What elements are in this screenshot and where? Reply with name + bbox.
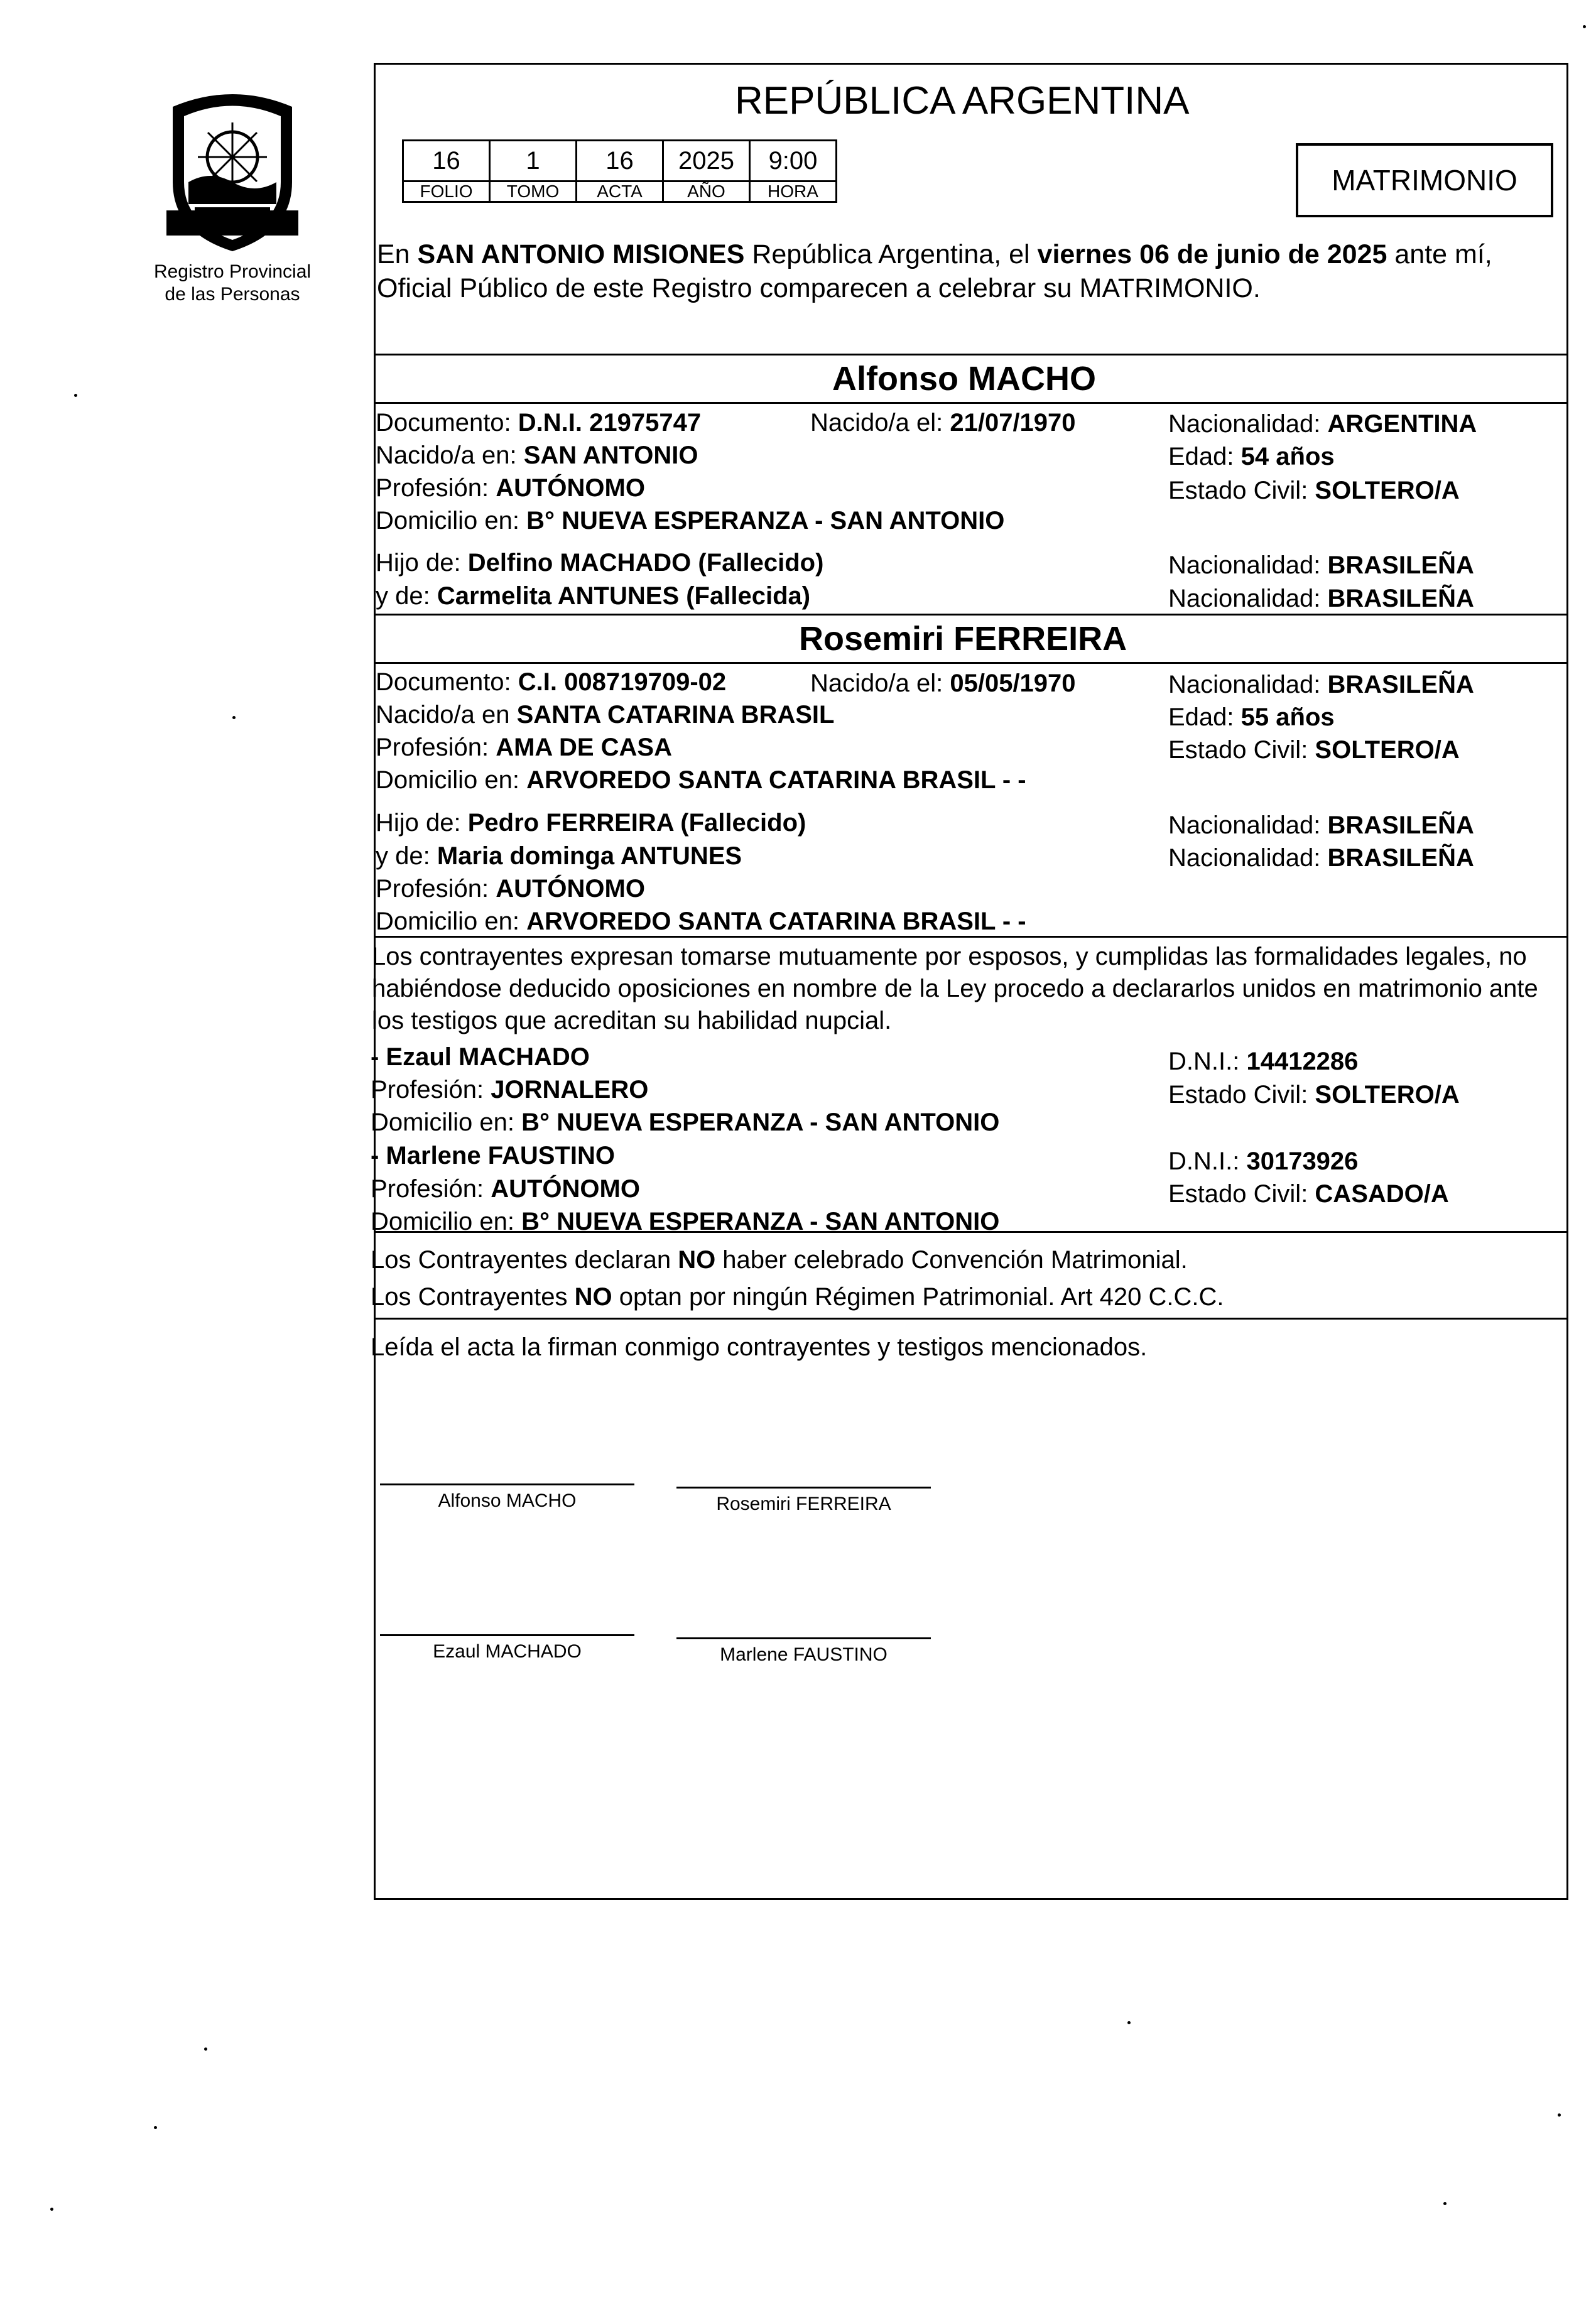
scan-speck xyxy=(1583,25,1586,28)
scan-speck xyxy=(1558,2113,1561,2117)
anio-value: 2025 xyxy=(663,141,750,182)
field-value: SOLTERO/A xyxy=(1315,1081,1460,1109)
intro-text: En xyxy=(377,239,418,269)
field-label: D.N.I.: xyxy=(1168,1147,1247,1175)
spouse2-civil-status xyxy=(1168,735,1460,764)
statement-text: Los Contrayentes declaran xyxy=(371,1246,678,1274)
spouse2-name: Rosemiri FERREIRA xyxy=(799,620,1127,658)
field-value: AUTÓNOMO xyxy=(491,1175,640,1203)
statement-text: Los Contrayentes xyxy=(371,1283,575,1311)
divider xyxy=(374,402,1568,404)
field-value: SANTA CATARINA BRASIL xyxy=(516,701,835,729)
signature-line xyxy=(676,1487,931,1489)
field-label: Domicilio en: xyxy=(376,908,527,935)
signature-label: Alfonso MACHO xyxy=(438,1490,577,1511)
field-value: Delfino MACHADO (Fallecido) xyxy=(467,549,824,577)
scan-speck xyxy=(1127,2021,1131,2024)
field-value: SOLTERO/A xyxy=(1315,477,1460,504)
spouse1-address xyxy=(376,506,1004,535)
field-value: C.I. 008719709-02 xyxy=(518,668,727,696)
tomo-value: 1 xyxy=(490,141,577,182)
regime-statement xyxy=(371,1283,1224,1311)
field-value: 54 años xyxy=(1240,443,1335,470)
field-value: AMA DE CASA xyxy=(496,734,672,761)
spouse1-civil-status xyxy=(1168,476,1460,505)
convention-statement xyxy=(371,1245,1188,1274)
spouse1-age xyxy=(1168,442,1335,471)
act-reference-table xyxy=(402,139,837,203)
field-label: Edad: xyxy=(1168,443,1241,470)
field-label: Nacido/a en: xyxy=(376,442,524,469)
scan-speck xyxy=(204,2047,207,2051)
scan-speck xyxy=(154,2126,157,2129)
divider xyxy=(374,354,1568,355)
witness2-name: - Marlene FAUSTINO xyxy=(371,1142,615,1169)
field-label: y de: xyxy=(376,842,437,870)
field-label: Estado Civil: xyxy=(1168,477,1315,504)
folio-label: FOLIO xyxy=(403,182,490,202)
intro-date: viernes 06 de junio de 2025 xyxy=(1037,239,1387,269)
field-label: Estado Civil: xyxy=(1168,736,1315,764)
signature-line xyxy=(676,1637,931,1639)
act-type-box: MATRIMONIO xyxy=(1296,143,1553,217)
spouse1-birthdate xyxy=(810,408,1076,437)
field-label: Domicilio en: xyxy=(371,1208,522,1235)
spouse2-address xyxy=(376,766,1026,795)
spouse1-father xyxy=(376,548,823,577)
witness1-civil-status xyxy=(1168,1080,1460,1109)
spouse2-mother xyxy=(376,842,742,870)
field-value: ARVOREDO SANTA CATARINA BRASIL - - xyxy=(526,908,1026,935)
field-label: Nacido/a en xyxy=(376,701,517,729)
field-label: Nacionalidad: xyxy=(1168,551,1328,579)
field-value: ARVOREDO SANTA CATARINA BRASIL - - xyxy=(526,766,1026,794)
field-value: 05/05/1970 xyxy=(950,670,1076,697)
spouse2-mother-nationality xyxy=(1168,843,1474,872)
signature-line xyxy=(380,1483,634,1485)
spouse1-document xyxy=(376,408,701,437)
anio-label: AÑO xyxy=(663,182,750,202)
scan-speck xyxy=(50,2208,53,2211)
field-value: Carmelita ANTUNES (Fallecida) xyxy=(437,582,811,610)
field-label: Hijo de: xyxy=(376,549,468,577)
witness2-profession xyxy=(371,1174,640,1203)
spouse2-profession xyxy=(376,733,672,762)
field-label: Nacionalidad: xyxy=(1168,410,1328,438)
declaration-line3: los testigos que acreditan su habilidad nupcial. xyxy=(372,1007,892,1034)
divider xyxy=(374,936,1568,938)
signature-line xyxy=(380,1634,634,1636)
field-label: Domicilio en: xyxy=(376,507,527,534)
field-value: JORNALERO xyxy=(491,1076,649,1104)
spouse1-nationality xyxy=(1168,409,1477,438)
witness2-civil-status xyxy=(1168,1180,1449,1208)
field-label: Profesión: xyxy=(371,1076,491,1104)
spouse2-birthplace xyxy=(376,700,834,729)
spouse1-father-nationality xyxy=(1168,551,1474,580)
scan-speck xyxy=(74,394,77,397)
field-label: Nacionalidad: xyxy=(1168,585,1328,612)
witness2-id xyxy=(1168,1147,1358,1176)
tomo-label: TOMO xyxy=(490,182,577,202)
field-value: SOLTERO/A xyxy=(1315,736,1460,764)
field-value: Maria dominga ANTUNES xyxy=(437,842,742,870)
field-value: 21/07/1970 xyxy=(950,409,1076,437)
field-label: y de: xyxy=(376,582,437,610)
intro-place: SAN ANTONIO MISIONES xyxy=(417,239,745,269)
spouse1-birthplace xyxy=(376,441,698,470)
field-value: AUTÓNOMO xyxy=(496,875,645,903)
field-value: AUTÓNOMO xyxy=(496,474,645,502)
field-value: 55 años xyxy=(1240,703,1335,731)
field-value: BRASILEÑA xyxy=(1327,585,1474,612)
field-value: B° NUEVA ESPERANZA - SAN ANTONIO xyxy=(521,1109,1000,1136)
field-value: BRASILEÑA xyxy=(1327,551,1474,579)
field-value: BRASILEÑA xyxy=(1327,811,1474,839)
field-label: Profesión: xyxy=(371,1175,491,1203)
witness2-address xyxy=(371,1207,999,1236)
field-label: Nacionalidad: xyxy=(1168,811,1328,839)
registry-caption-line1: Registro Provincial xyxy=(153,261,312,282)
spouse2-age xyxy=(1168,703,1335,732)
intro-line1 xyxy=(377,239,1492,270)
field-value: 30173926 xyxy=(1246,1147,1359,1175)
field-value: D.N.I. 21975747 xyxy=(518,409,702,437)
field-value: BRASILEÑA xyxy=(1327,671,1474,698)
field-label: Hijo de: xyxy=(376,809,468,837)
spouse2-father-nationality xyxy=(1168,811,1474,840)
hora-value: 9:00 xyxy=(750,141,837,182)
folio-value: 16 xyxy=(403,141,490,182)
field-value: ARGENTINA xyxy=(1327,410,1477,438)
signature-label: Rosemiri FERREIRA xyxy=(716,1494,891,1514)
statement-text: optan por ningún Régimen Patrimonial. Art 420 C.C.C. xyxy=(612,1283,1224,1311)
field-label: Nacido/a el: xyxy=(810,409,950,437)
statement-text: haber celebrado Convención Matrimonial. xyxy=(715,1246,1188,1274)
spouse1-mother xyxy=(376,582,810,610)
acta-value: 16 xyxy=(577,141,663,182)
spouse2-birthdate xyxy=(810,669,1076,698)
scan-speck xyxy=(1443,2202,1447,2205)
closing-statement: Leída el acta la firman conmigo contrayentes y testigos mencionados. xyxy=(371,1333,1148,1361)
field-value: CASADO/A xyxy=(1315,1180,1449,1208)
document-title: REPÚBLICA ARGENTINA xyxy=(735,79,1190,122)
statement-emphasis: NO xyxy=(574,1283,612,1311)
field-value: BRASILEÑA xyxy=(1327,844,1474,872)
province-seal xyxy=(160,88,305,254)
declaration-line2: habiéndose deducido oposiciones en nombre de la Ley procedo a declararlos unidos en matrimonio ante xyxy=(372,975,1538,1002)
field-label: Nacionalidad: xyxy=(1168,671,1328,698)
field-label: Documento: xyxy=(376,409,518,437)
spouse2-father xyxy=(376,808,806,837)
witness1-address xyxy=(371,1108,999,1137)
field-label: Domicilio en: xyxy=(371,1109,522,1136)
field-label: Edad: xyxy=(1168,703,1241,731)
signature-label: Marlene FAUSTINO xyxy=(720,1644,888,1665)
field-label: Nacionalidad: xyxy=(1168,844,1328,872)
hora-label: HORA xyxy=(750,182,837,202)
spouse1-mother-nationality xyxy=(1168,584,1474,613)
field-value: 14412286 xyxy=(1246,1048,1359,1075)
field-value: Pedro FERREIRA (Fallecido) xyxy=(467,809,806,837)
registry-caption-line2: de las Personas xyxy=(165,284,300,305)
acta-label: ACTA xyxy=(577,182,663,202)
spouse2-mother-profession xyxy=(376,874,645,903)
spouse2-mother-address xyxy=(376,907,1026,936)
field-label: Domicilio en: xyxy=(376,766,527,794)
witness1-id xyxy=(1168,1047,1358,1076)
scan-speck xyxy=(232,716,236,719)
divider xyxy=(374,614,1568,616)
divider xyxy=(374,1318,1568,1320)
field-label: Estado Civil: xyxy=(1168,1180,1315,1208)
field-label: Profesión: xyxy=(376,474,496,502)
field-label: D.N.I.: xyxy=(1168,1048,1247,1075)
field-value: SAN ANTONIO xyxy=(523,442,698,469)
witness1-profession xyxy=(371,1075,648,1104)
spouse2-document xyxy=(376,668,726,697)
spouse1-name: Alfonso MACHO xyxy=(832,360,1096,398)
spouse1-profession xyxy=(376,474,645,502)
field-value: B° NUEVA ESPERANZA - SAN ANTONIO xyxy=(521,1208,1000,1235)
registry-caption xyxy=(126,261,339,306)
field-label: Documento: xyxy=(376,668,518,696)
field-label: Nacido/a el: xyxy=(810,670,950,697)
field-label: Profesión: xyxy=(376,875,496,903)
signature-label: Ezaul MACHADO xyxy=(433,1641,582,1662)
intro-text: República Argentina, el xyxy=(744,239,1038,269)
declaration-line1: Los contrayentes expresan tomarse mutuamente por esposos, y cumplidas las formalidades legales, no xyxy=(372,943,1527,970)
field-value: B° NUEVA ESPERANZA - SAN ANTONIO xyxy=(526,507,1005,534)
witness1-name: - Ezaul MACHADO xyxy=(371,1043,590,1071)
spouse2-nationality xyxy=(1168,670,1474,699)
intro-line2: Oficial Público de este Registro comparecen a celebrar su MATRIMONIO. xyxy=(377,273,1261,303)
field-label: Estado Civil: xyxy=(1168,1081,1315,1109)
field-label: Profesión: xyxy=(376,734,496,761)
divider xyxy=(374,662,1568,664)
intro-text: ante mí, xyxy=(1387,239,1492,269)
statement-emphasis: NO xyxy=(678,1246,716,1274)
